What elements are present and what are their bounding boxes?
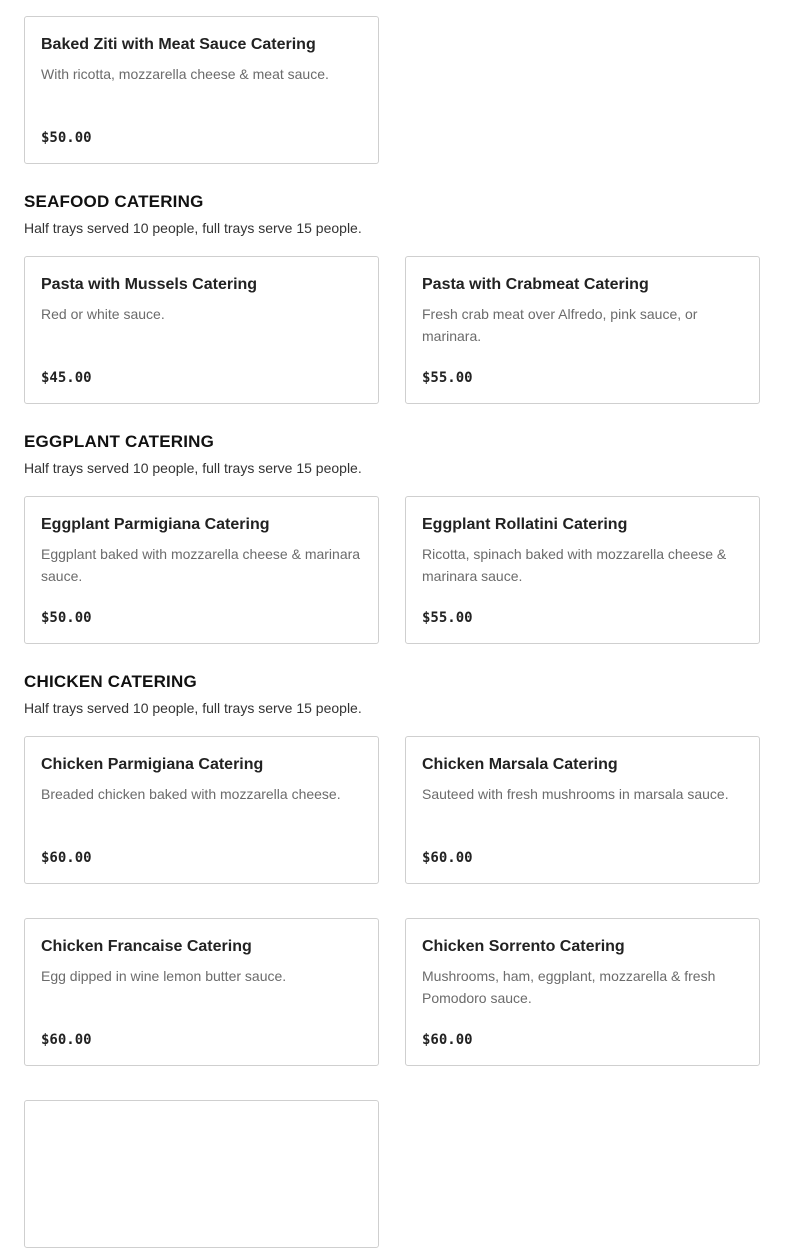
menu-item-card-chicken-sorrento[interactable] (405, 918, 760, 1066)
menu-item-description: Fresh crab meat over Alfredo, pink sauce, or marinara. (422, 306, 698, 344)
menu-item-card-baked-ziti[interactable] (24, 16, 379, 164)
section-note-seafood: Half trays served 10 people, full trays serve 15 people. (24, 220, 362, 236)
menu-item-card-pasta-mussels[interactable] (24, 256, 379, 404)
menu-item-price: $45.00 (41, 370, 92, 386)
menu-item-price: $55.00 (422, 610, 473, 626)
menu-item-description: Red or white sauce. (41, 306, 165, 322)
menu-item-card-eggplant-rollatini[interactable] (405, 496, 760, 644)
menu-item-description: Ricotta, spinach baked with mozzarella cheese & marinara sauce. (422, 546, 727, 584)
menu-item-price: $55.00 (422, 370, 473, 386)
menu-item-price: $50.00 (41, 130, 92, 146)
menu-item-card-chicken-parmigiana[interactable] (24, 736, 379, 884)
menu-item-name: Eggplant Parmigiana Catering (41, 516, 270, 533)
menu-item-price: $50.00 (41, 610, 92, 626)
menu-item-description: Egg dipped in wine lemon butter sauce. (41, 968, 287, 984)
section-title-eggplant: EGGPLANT CATERING (24, 432, 215, 451)
menu-item-price: $60.00 (41, 1032, 92, 1048)
menu-item-description: Eggplant baked with mozzarella cheese & marinara sauce. (41, 546, 361, 584)
section-title-chicken: CHICKEN CATERING (24, 672, 197, 691)
menu-item-card-chicken-francaise[interactable] (24, 918, 379, 1066)
section-note-eggplant: Half trays served 10 people, full trays serve 15 people. (24, 460, 362, 476)
menu-item-name: Chicken Sorrento Catering (422, 938, 625, 955)
menu-item-name: Chicken Marsala Catering (422, 756, 618, 773)
menu-item-price: $60.00 (41, 850, 92, 866)
menu-item-name: Pasta with Crabmeat Catering (422, 276, 649, 293)
menu-item-name: Baked Ziti with Meat Sauce Catering (41, 36, 316, 53)
menu-item-description: Sauteed with fresh mushrooms in marsala sauce. (422, 786, 729, 802)
menu-item-name: Eggplant Rollatini Catering (422, 516, 628, 533)
section-note-chicken: Half trays served 10 people, full trays serve 15 people. (24, 700, 362, 716)
section-title-seafood: SEAFOOD CATERING (24, 192, 204, 211)
menu-item-card-chicken-marsala[interactable] (405, 736, 760, 884)
menu-item-name: Chicken Parmigiana Catering (41, 756, 264, 773)
menu-item-description: Breaded chicken baked with mozzarella cheese. (41, 786, 341, 802)
menu-item-price: $60.00 (422, 850, 473, 866)
menu-item-description: Mushrooms, ham, eggplant, mozzarella & fresh Pomodoro sauce. (422, 968, 716, 1006)
menu-item-card-partial[interactable] (24, 1100, 379, 1248)
menu-item-card-eggplant-parmigiana[interactable] (24, 496, 379, 644)
menu-item-price: $60.00 (422, 1032, 473, 1048)
menu-item-card-pasta-crabmeat[interactable] (405, 256, 760, 404)
menu-item-name: Pasta with Mussels Catering (41, 276, 258, 293)
menu-item-description: With ricotta, mozzarella cheese & meat sauce. (41, 66, 329, 82)
menu-item-name: Chicken Francaise Catering (41, 938, 252, 955)
